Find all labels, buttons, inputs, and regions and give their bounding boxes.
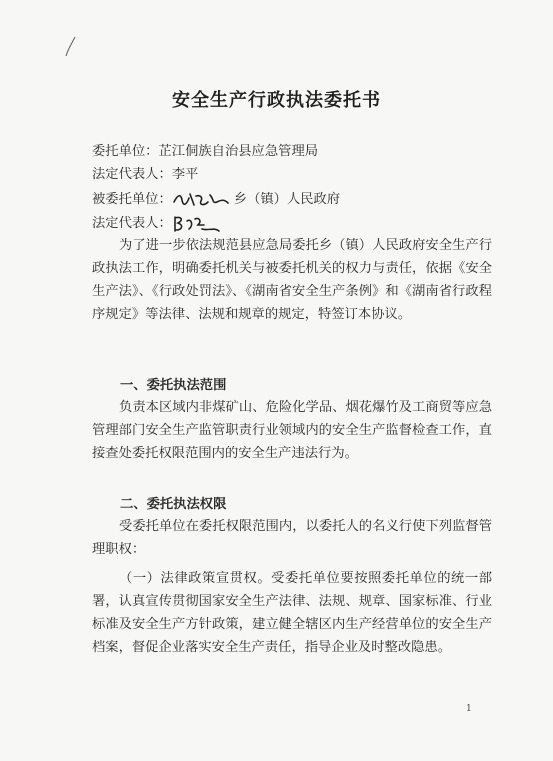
- entrusted-legal-rep-line: [92, 212, 222, 235]
- intro-paragraph: 为了进一步依法规范县应急局委托乡（镇）人民政府安全生产行政执法工作，明确委托机关与被委托机关的权力与责任，依据《安全生产法》、《行政处罚法》、《湖南省安全生产条例》和《湖南省行政程序规定》等法律、法规和规章的规定，特签订本协议。: [92, 238, 492, 322]
- section2-intro: 受委托单位在委托权限范围内，以委托人的名义行使下列监督管理职权：: [92, 519, 492, 557]
- section1-heading: 一、委托执法范围: [120, 378, 227, 393]
- handwriting-icon: [172, 190, 230, 210]
- section1-text: 负责本区域内非煤矿山、危险化学品、烟花爆竹及工商贸等应急管理部门安全生产监管职责行业领域内的安全生产监督检查工作，直接查处委托权限范围内的安全生产违法行为。: [92, 400, 492, 461]
- section2-heading: 二、委托执法权限: [120, 497, 227, 512]
- entrusted-unit-line: [92, 188, 340, 210]
- entrusted-legal-rep-label: 法定代表人：: [92, 216, 172, 231]
- signature-icon: [172, 213, 222, 235]
- entrusting-unit-line: [92, 140, 318, 159]
- legal-rep-value: 李平: [171, 167, 199, 182]
- signature-handwriting: [172, 213, 222, 235]
- entrusting-unit-label: 委托单位：: [92, 144, 159, 159]
- document-title: 安全生产行政执法委托书: [172, 90, 381, 111]
- item1-paragraph: （一）法律政策宣贯权。受委托单位要按照委托单位的统一部署，认真宣传贯彻国家安全生产法律、法规、规章、国家标准、行业标准及安全生产方针政策，建立健全辖区内生产经营单位的安全生产档案，督促企业落实安全生产责任，指导企业及时整改隐患。: [92, 571, 492, 655]
- entrusted-unit-handwriting: [172, 190, 230, 210]
- entrusted-unit-suffix: 乡（镇）人民政府: [233, 192, 341, 207]
- page-number: 1: [466, 704, 472, 714]
- legal-rep-line: [92, 163, 198, 182]
- legal-rep-label: 法定代表人：: [92, 167, 172, 182]
- entrusting-unit-value: 芷江侗族自治县应急管理局: [158, 144, 319, 159]
- entrusted-unit-label: 被委托单位：: [92, 192, 172, 207]
- pen-stroke-mark: [64, 36, 78, 58]
